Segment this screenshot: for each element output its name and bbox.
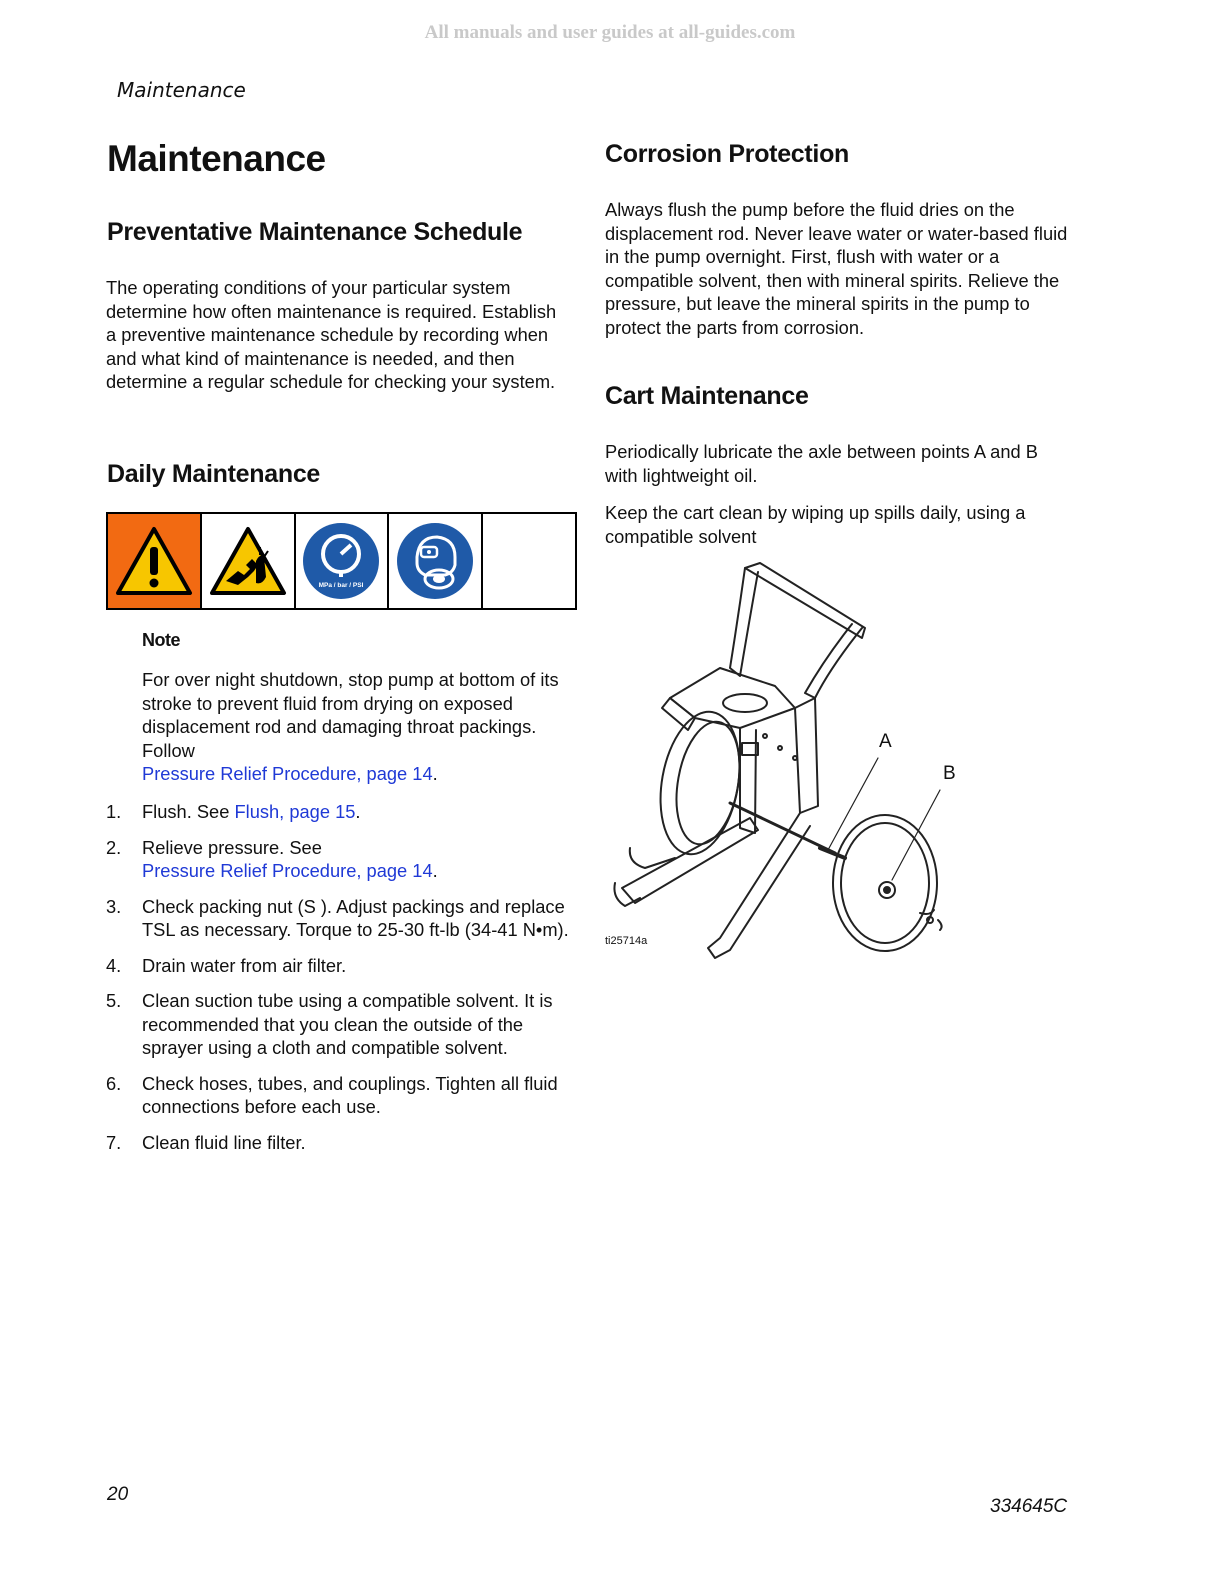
step-item: [106, 1131, 576, 1155]
safety-symbols-row: [106, 512, 577, 610]
page-number: 20: [107, 1484, 129, 1505]
warning-cell: [108, 514, 202, 608]
step-text: Drain water from air filter.: [142, 954, 347, 976]
wear-protective-equipment-icon: [395, 521, 475, 601]
note-text: For over night shutdown, stop pump at bottom of its stroke to prevent fluid from drying on exposed displacement rod and damaging throat packings. Follow: [142, 669, 559, 761]
blank-cell: [483, 514, 575, 608]
cart-lubricate-text: Periodically lubricate the axle between points A and B with lightweight oil.: [605, 441, 1038, 486]
watermark: All manuals and user guides at all-guides.com: [424, 22, 796, 43]
figure-id: ti25714a: [605, 935, 648, 947]
cart-illustration: [600, 558, 980, 968]
flush-link[interactable]: Flush, page 15: [234, 801, 356, 822]
step-number: 7.: [106, 1131, 122, 1153]
skin-injection-hazard-icon: [208, 525, 288, 597]
step-number: 3.: [106, 895, 122, 917]
step-end: .: [355, 801, 361, 822]
note-end: .: [432, 763, 438, 784]
step-item: [106, 954, 576, 978]
pressure-gauge-icon: [301, 521, 381, 601]
cart-maintenance-heading: Cart Maintenance: [605, 382, 809, 410]
step-end: .: [432, 860, 438, 881]
callout-b: B: [943, 763, 956, 784]
pressure-units-text: MPa / bar / PSI: [319, 582, 364, 589]
step-text: Check packing nut (S ). Adjust packings and replace TSL as necessary. Torque to 25-30 ft-lb (34-41 N•m).: [142, 895, 569, 940]
pressure-relief-link[interactable]: Pressure Relief Procedure, page 14: [142, 860, 433, 881]
step-number: 1.: [106, 801, 122, 822]
pm-schedule-text: The operating conditions of your particular system determine how often maintenance is required. Establish a preventive maintenance schedule by recording when and what kind of maintenance is needed, and then determine a regular schedule for checking your system.: [106, 277, 557, 392]
warning-triangle-icon: [114, 525, 194, 597]
step-item: [106, 989, 576, 1060]
page-title: Maintenance: [107, 138, 326, 179]
step-number: 2.: [106, 836, 122, 858]
protective-equipment-cell: [389, 514, 483, 608]
pressure-gauge-cell: [296, 514, 390, 608]
pressure-relief-link[interactable]: Pressure Relief Procedure, page 14: [142, 763, 433, 784]
step-number: 4.: [106, 954, 122, 976]
pm-schedule-heading: Preventative Maintenance Schedule: [107, 218, 523, 246]
injection-hazard-cell: [202, 514, 296, 608]
step-item: [106, 895, 576, 942]
step-item: [106, 1072, 576, 1119]
note-body: [142, 668, 562, 786]
step-number: 5.: [106, 990, 122, 1011]
note-title: Note: [142, 630, 180, 650]
cart-clean-text: Keep the cart clean by wiping up spills daily, using a compatible solvent: [605, 502, 1026, 547]
step-text: Check hoses, tubes, and couplings. Tighten all fluid connections before each use.: [142, 1072, 558, 1117]
corrosion-protection-text: Always flush the pump before the fluid dries on the displacement rod. Never leave water or water-based fluid in the pump overnight. First, flush with water or a compatible solvent, then with mineral spirits. Relieve the pressure, but leave the mineral spirits in the pump to protect the parts from corrosion.: [605, 199, 1068, 338]
step-text: Clean suction tube using a compatible solvent. It is recommended that you clean the outside of the sprayer using a cloth and compatible solvent.: [142, 990, 553, 1058]
running-head: Maintenance: [117, 78, 246, 102]
step-number: 6.: [106, 1072, 122, 1094]
daily-steps-list: [106, 800, 576, 1166]
step-text: Relieve pressure. See: [142, 836, 322, 858]
step-item: [106, 800, 576, 824]
step-item: [106, 836, 576, 883]
step-text: Clean fluid line filter.: [142, 1131, 306, 1153]
step-text: Flush. See: [142, 801, 235, 822]
callout-a: A: [879, 731, 892, 752]
daily-maintenance-heading: Daily Maintenance: [107, 460, 321, 488]
corrosion-protection-heading: Corrosion Protection: [605, 140, 850, 168]
document-number: 334645C: [990, 1496, 1068, 1517]
